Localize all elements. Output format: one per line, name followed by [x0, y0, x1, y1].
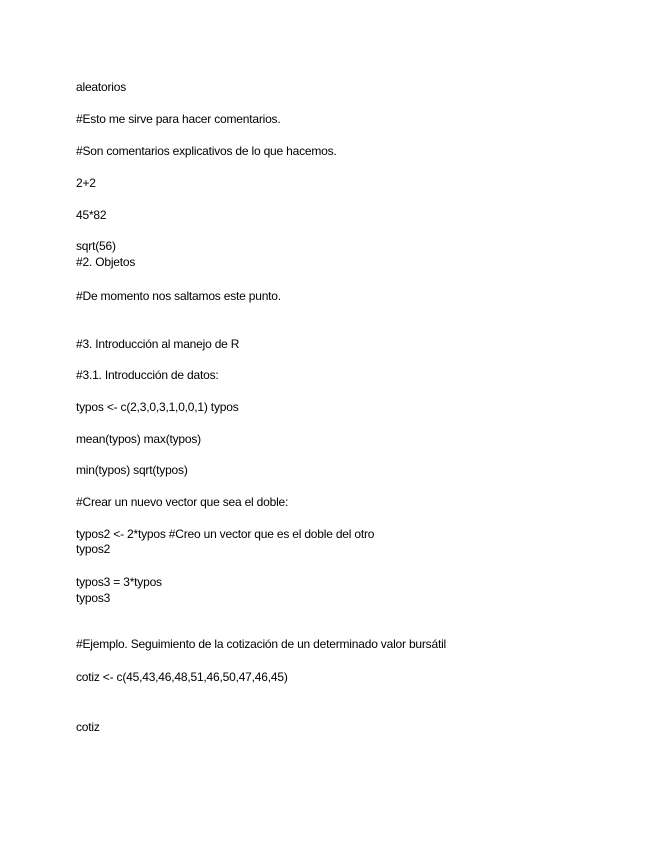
subsection-heading: #3.1. Introducción de datos: — [76, 368, 219, 382]
comment-line: #Son comentarios explicativos de lo que hacemos. — [76, 144, 337, 158]
comment-line: #De momento nos saltamos este punto. — [76, 289, 281, 303]
code-line: typos2 <- 2*typos #Creo un vector que es el doble del otro — [76, 527, 375, 541]
code-line: typos <- c(2,3,0,3,1,0,0,1) typos — [76, 400, 239, 414]
comment-line: #Esto me sirve para hacer comentarios. — [76, 112, 281, 126]
code-line: cotiz — [76, 720, 100, 734]
section-heading: #2. Objetos — [76, 255, 136, 269]
code-line: 2+2 — [76, 176, 96, 190]
text-line-aleatorios: aleatorios — [76, 80, 127, 94]
code-line: typos3 — [76, 591, 111, 605]
code-line: 45*82 — [76, 208, 107, 222]
code-line: mean(typos) max(typos) — [76, 432, 201, 446]
code-line: typos2 — [76, 542, 111, 556]
section-heading: #3. Introducción al manejo de R — [76, 337, 240, 351]
comment-line: #Ejemplo. Seguimiento de la cotización de un determinado valor bursátil — [76, 637, 447, 651]
comment-line: #Crear un nuevo vector que sea el doble: — [76, 495, 289, 509]
code-line: min(typos) sqrt(typos) — [76, 463, 188, 477]
code-line: sqrt(56) — [76, 239, 116, 253]
code-line: cotiz <- c(45,43,46,48,51,46,50,47,46,45) — [76, 670, 288, 684]
code-line: typos3 = 3*typos — [76, 575, 162, 589]
